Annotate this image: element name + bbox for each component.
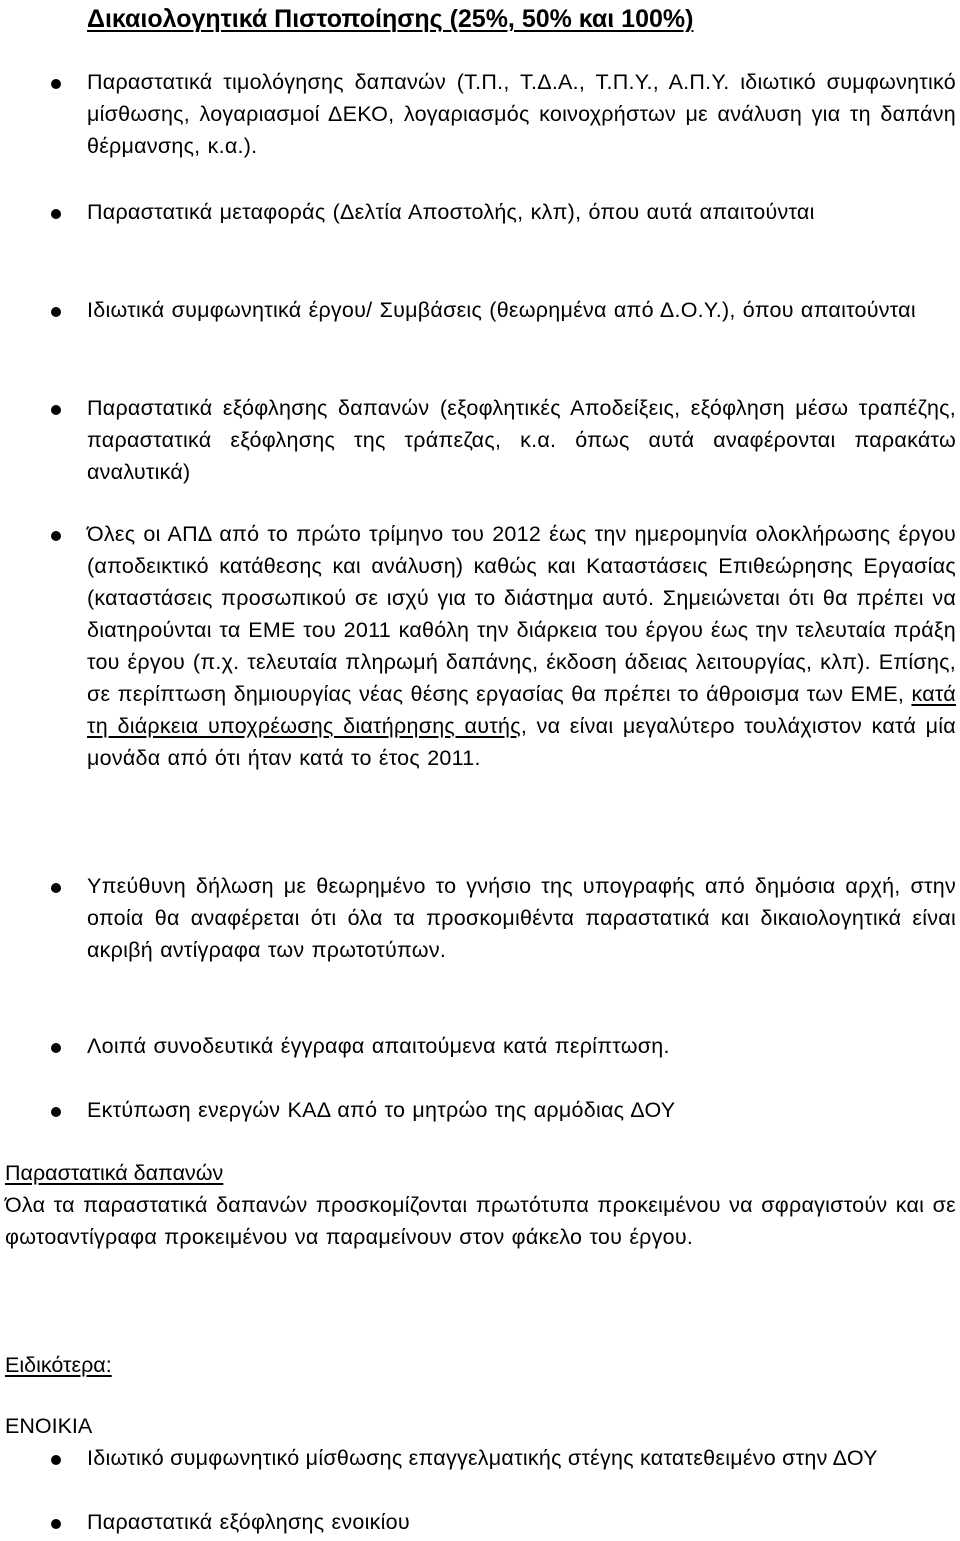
list-item-text: Παραστατικά εξόφλησης ενοικίου	[87, 1510, 410, 1534]
employment-text-part1: Όλες οι ΑΠΔ από το πρώτο τρίμηνο του 2012 έως την ημερομηνία ολοκλήρωσης έργου (αποδεικτικό κατάθεσης και ανάλυση) καθώς και Καταστάσεις Επιθεώρησης Εργασίας (καταστάσεις προσωπικού σε ισχύ για το διάστημα αυτό. Σημειώνεται ότι θα πρέπει να διατηρούνται τα ΕΜΕ του 2011 καθόλη την διάρκεια του έργου έως την τελευταία πράξη του έργου (π.χ. τελευταία πληρωμή δαπάνης, έκδοση άδειας λειτουργίας, κλπ). Επίσης, σε περίπτωση δημιουργίας νέας θέσης εργασίας θα πρέπει το άθροισμα των ΕΜΕ,	[87, 522, 956, 706]
bullet-icon	[51, 79, 61, 89]
bullet-icon	[51, 209, 61, 219]
specifically-title: Ειδικότερα:	[5, 1353, 112, 1377]
list-item-text	[87, 518, 956, 774]
employment-text-part2: , να είναι μεγαλύτερο τουλάχιστον κατά μία μονάδα από ότι ήταν κατά το έτος 2011.	[87, 714, 956, 770]
list-item-text: Παραστατικά εξόφλησης δαπανών (εξοφλητικές Αποδείξεις, εξόφληση μέσω τραπέζης, παραστατικά εξόφλησης της τράπεζας, κ.α. όπως αυτά αναφέρονται παρακάτω αναλυτικά)	[87, 396, 956, 484]
rent-section-title: ΕΝΟΙΚΙΑ	[5, 1414, 93, 1438]
bullet-icon	[51, 1043, 61, 1053]
list-item-text: Παραστατικά τιμολόγησης δαπανών (Τ.Π., Τ.Δ.Α., Τ.Π.Υ., Α.Π.Υ. ιδιωτικό συμφωνητικό μίσθωσης, λογαριασμοί ΔΕΚΟ, λογαριασμός κοινοχρήστων με ανάλυση για τη δαπάνη θέρμανσης, κ.α.).	[87, 70, 956, 158]
employment-text-underlined: κατά τη διάρκεια υποχρέωσης διατήρησης αυτής	[87, 682, 956, 738]
list-item-text: Παραστατικά μεταφοράς (Δελτία Αποστολής, κλπ), όπου αυτά απαιτούνται	[87, 200, 815, 224]
bullet-icon	[51, 531, 61, 541]
bullet-icon	[51, 883, 61, 893]
list-item-text: Υπεύθυνη δήλωση με θεωρημένο το γνήσιο της υπογραφής από δημόσια αρχή, στην οποία θα αναφέρεται ότι όλα τα προσκομιθέντα παραστατικά και δικαιολογητικά είναι ακριβή αντίγραφα των πρωτοτύπων.	[87, 874, 956, 962]
document-title: Δικαιολογητικά Πιστοποίησης (25%, 50% και 100%)	[87, 5, 694, 33]
expenses-section-body: Όλα τα παραστατικά δαπανών προσκομίζονται πρωτότυπα προκειμένου να σφραγιστούν και σε φωτοαντίγραφα προκειμένου να παραμείνουν στον φάκελο του έργου.	[5, 1193, 956, 1249]
list-item-text: Ιδιωτικά συμφωνητικά έργου/ Συμβάσεις (θεωρημένα από Δ.Ο.Υ.), όπου απαιτούνται	[87, 298, 916, 322]
bullet-icon	[51, 307, 61, 317]
bullet-icon	[51, 1455, 61, 1465]
list-item-text: Ιδιωτικό συμφωνητικό μίσθωσης επαγγελματικής στέγης κατατεθειμένο στην ΔΟΥ	[87, 1446, 878, 1470]
expenses-section-title: Παραστατικά δαπανών	[5, 1161, 224, 1185]
bullet-icon	[51, 1107, 61, 1117]
bullet-icon	[51, 405, 61, 415]
list-item-text: Λοιπά συνοδευτικά έγγραφα απαιτούμενα κατά περίπτωση.	[87, 1034, 670, 1058]
bullet-icon	[51, 1519, 61, 1529]
list-item-text: Εκτύπωση ενεργών ΚΑΔ από το μητρώο της αρμόδιας ΔΟΥ	[87, 1098, 676, 1122]
